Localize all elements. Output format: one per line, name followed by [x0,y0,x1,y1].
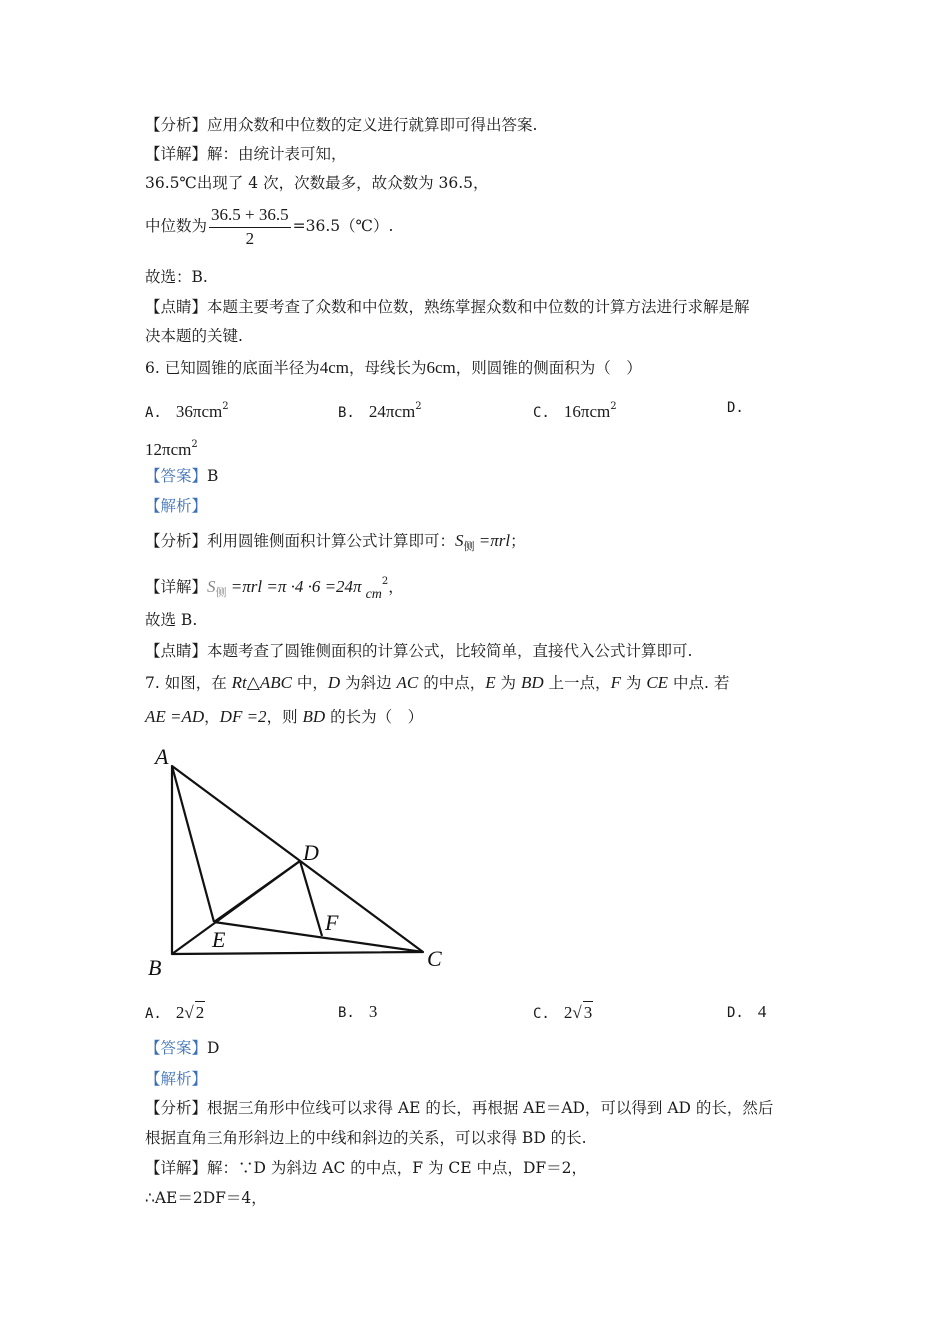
q7-text: 中， [291,674,328,692]
q7-text: 的长为（ ） [325,708,424,726]
tag-xiangjie: 【详解】 [145,1159,208,1177]
median-line [145,203,393,250]
option-letter: B. [338,405,355,421]
q7-text: 的中点， [418,674,486,692]
triangle-figure [140,740,460,985]
q7-option-a[interactable] [145,1001,205,1025]
option-exponent: 2 [415,401,422,412]
segment-ae [172,766,214,922]
option-value: 3 [368,1002,378,1021]
option-exponent: 2 [222,401,229,412]
q6-xiangjie [145,571,404,606]
q7-stem-1 [145,672,729,694]
q6-fenxi [145,530,526,558]
tag-xiangjie: 【详解】 [145,578,208,596]
q7-option-c[interactable] [533,1001,593,1025]
q6-choose: 故选 B. [145,611,198,629]
q7-fenxi-1 [145,1097,773,1119]
label-c: C [427,946,442,971]
q7-text: 中点. 若 [668,674,730,692]
option-letter: A. [145,1006,162,1022]
q7-option-b[interactable] [338,1001,377,1024]
q7-var: BD [302,707,326,726]
q7-text: ，则 [266,708,303,726]
radicand: 2 [195,1003,205,1022]
q7-var: AC [396,673,419,692]
q7-condition: DF =2 [219,707,267,726]
option-letter: B. [338,1005,355,1021]
label-f: F [325,910,339,935]
q7-text: 上一点， [543,674,611,692]
fraction-denominator: 2 [245,229,255,248]
option-coef: 2 [175,1003,185,1022]
q6-option-b[interactable] [338,396,422,424]
fenxi-text: 根据三角形中位线可以求得 AE 的长，再根据 AE＝AD，可以得到 AD 的长，然后 [207,1099,774,1117]
q6-option-d-value[interactable] [145,434,198,461]
q6-option-c[interactable] [533,396,617,424]
q6-answer [145,465,218,487]
q7-var: BD [520,673,544,692]
q7-text: 为 [495,674,521,692]
q7-jiexi: 【解析】 [145,1070,208,1088]
tag-fenxi: 【分析】 [145,1099,208,1117]
analysis-line [145,114,537,136]
formula-subscript: 侧 [463,540,475,554]
median-result: =36.5（℃）. [292,217,394,235]
option-exponent: 2 [191,439,198,450]
comment-text: 本题主要考查了众数和中位数，熟练掌握众数和中位数的计算方法进行求解是解 [207,298,750,316]
q7-triangle: Rt△ABC [231,673,292,692]
q6-option-a[interactable] [145,396,229,424]
option-letter: C. [533,1006,550,1022]
calc-exponent: 2 [381,576,389,587]
q6-dianjing [145,640,692,662]
q6-stem [145,357,642,379]
calc-s: S [207,577,216,596]
sqrt-symbol: √ 3 [572,1003,593,1022]
punct: ； [510,532,526,550]
xiangjie-text: 解：∵D 为斜边 AC 的中点，F 为 CE 中点，DF＝2， [207,1159,588,1177]
tag-fenxi: 【分析】 [145,116,208,134]
detail-text: 解：由统计表可知， [207,145,347,163]
comment-line-2: 决本题的关键. [145,327,243,345]
q6-stem-text: ，则圆锥的侧面积为（ ） [455,359,642,377]
fraction-numerator: 36.5 + 36.5 [209,204,291,228]
q6-slant: 6cm [426,358,456,377]
tag-xiangjie: 【详解】 [145,145,208,163]
calc-subscript: 侧 [215,586,227,600]
formula-rhs: =πrl [474,531,511,550]
q6-stem-text: 6. 已知圆锥的底面半径为 [145,359,320,377]
formula-s: S [455,531,464,550]
q7-fenxi-2: 根据直角三角形斜边上的中线和斜边的关系，可以求得 BD 的长. [145,1129,587,1147]
q6-jiexi: 【解析】 [145,497,208,515]
median-prefix: 中位数为 [145,217,208,235]
punct: ， [388,578,404,596]
segment-bd [172,861,300,954]
answer-value: D [207,1039,220,1057]
label-a: A [155,744,169,769]
calc-rhs: =πrl =π ·4 ·6 =24π [226,577,362,596]
answer-value: B [207,467,219,485]
option-coef: 2 [563,1003,573,1022]
q7-option-d[interactable] [727,1001,766,1024]
choose-line: 故选：B. [145,268,208,286]
median-fraction [209,204,291,250]
option-exponent: 2 [610,401,617,412]
tag-fenxi: 【分析】 [145,532,208,550]
tag-answer: 【答案】 [145,1039,208,1057]
q7-condition: AE =AD [145,707,205,726]
tag-answer: 【答案】 [145,467,208,485]
label-b: B [148,955,162,980]
q7-answer [145,1037,219,1059]
option-value: 36πcm [175,402,223,421]
option-value: 16πcm [563,402,611,421]
q7-var: E [485,673,496,692]
q7-xiangjie-2: ∴AE＝2DF＝4， [145,1189,267,1207]
q6-stem-text: ，母线长为 [349,359,427,377]
option-letter: D. [727,400,744,416]
q7-text: ， [204,708,220,726]
option-letter: D. [727,1005,744,1021]
q7-text: 7. 如图，在 [145,674,232,692]
label-d: D [303,840,319,865]
tag-dianjing: 【点睛】 [145,298,208,316]
dianjing-text: 本题考查了圆锥侧面积的计算公式，比较简单，直接代入公式计算即可. [207,642,693,660]
q7-text: 为 [620,674,647,692]
q6-radius: 4cm [319,358,349,377]
sqrt-symbol: √ 2 [184,1003,205,1022]
q7-var: D [327,673,341,692]
analysis-text: 应用众数和中位数的定义进行就算即可得出答案. [207,116,538,134]
tag-dianjing: 【点睛】 [145,642,208,660]
q7-var: F [610,673,621,692]
option-letter: A. [145,405,162,421]
q7-text: 为斜边 [340,674,397,692]
q7-var: CE [646,673,669,692]
q7-stem-2 [145,706,423,728]
radicand: 3 [583,1003,593,1022]
option-value: 4 [757,1002,767,1021]
fenxi-text: 利用圆锥侧面积计算公式计算即可： [207,532,456,550]
option-value: 24πcm [368,402,416,421]
segment-df [300,861,322,936]
q7-xiangjie-1 [145,1157,587,1179]
calc-unit: cm [365,587,382,602]
comment-line-1 [145,296,750,318]
detail-line [145,143,347,165]
label-e: E [212,927,226,952]
q6-option-d[interactable] [727,396,758,419]
mode-line: 36.5℃出现了 4 次，次数最多，故众数为 36.5， [145,174,489,192]
option-value: 12πcm [145,440,192,459]
option-letter: C. [533,405,550,421]
